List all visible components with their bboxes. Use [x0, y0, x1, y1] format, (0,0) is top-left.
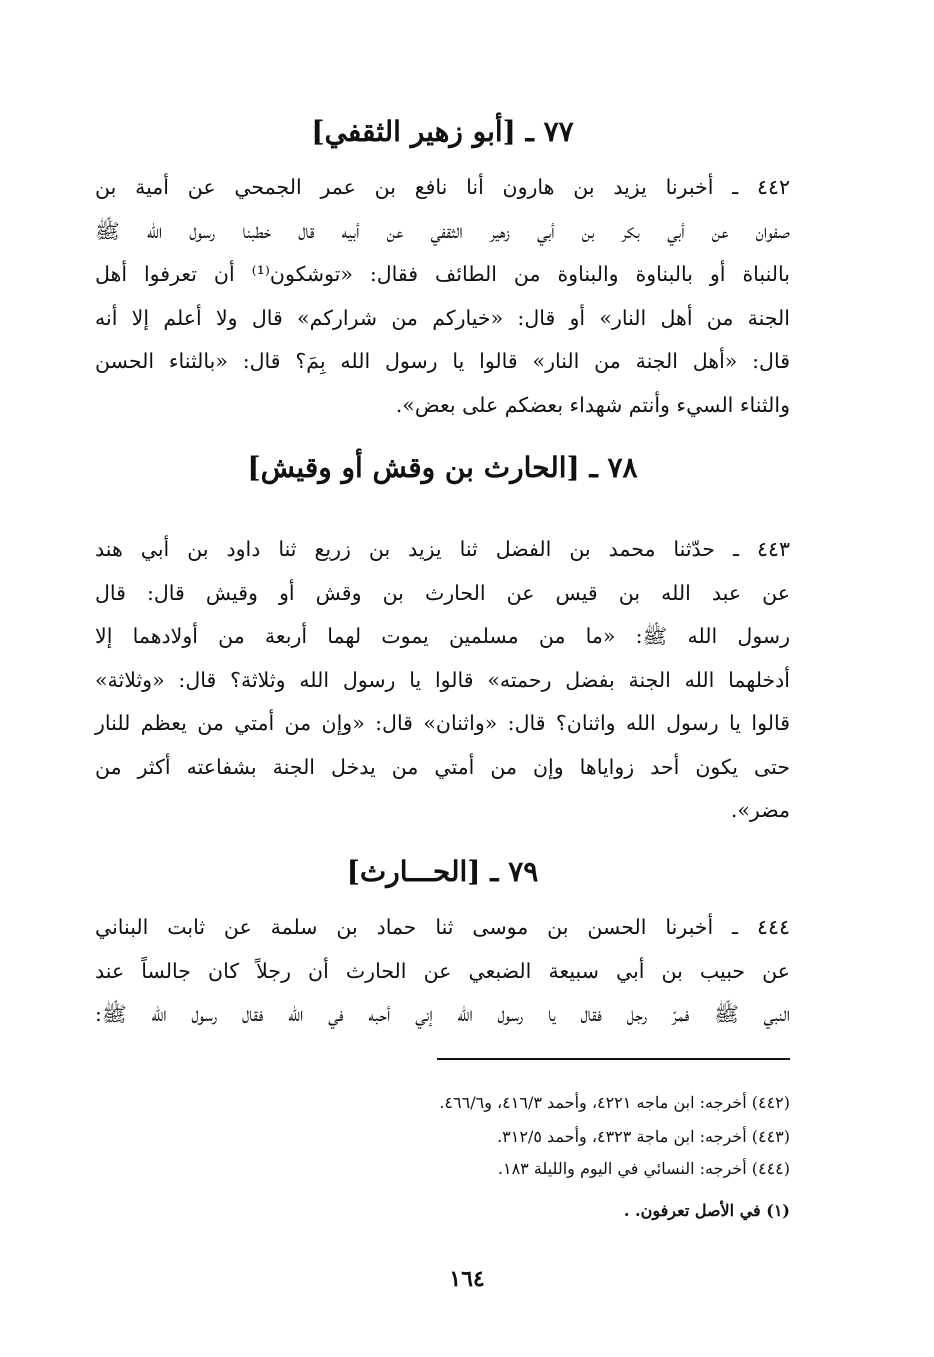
text-line: أدخلهما الله الجنة بفضل رحمته» قالوا يا رسول الله وثلاثة؟ قال: «وثلاثة»: [95, 667, 790, 692]
text-line: ٤٤٢ ـ أخبرنا يزيد بن هارون أنا نافع بن عمر الجمحي عن أمية بن: [95, 175, 790, 199]
text-line: صفوان عن أبي بكر بن أبي زهير الثقفي عن أبيه قال خطبنا رسول الله ﷺ: [95, 218, 790, 243]
text-line: ٤٤٣ ـ حدّثنا محمد بن الفضل ثنا يزيد بن زريع ثنا داود بن أبي هند: [95, 537, 790, 561]
text-line: الجنة من أهل النار» أو قال: «خياركم من شراركم» قال ولا أعلم إلا أنه: [95, 305, 790, 330]
text-line: مضر».: [730, 798, 790, 822]
page-number: ١٦٤: [449, 1266, 485, 1292]
section-heading-79: ٧٩ ـ [الحـــارث]: [346, 855, 539, 888]
text-line: النبي ﷺ فمرّ رجل فقال يا رسول الله إني أحبه في الله فقال رسول الله ﷺ:: [95, 1002, 790, 1026]
section-heading-78: ٧٨ ـ [الحارث بن وقش أو وقيش]: [247, 451, 638, 484]
hadith-442-paragraph: [95, 166, 790, 427]
text-line: بالنباة أو بالبناوة والبناوة من الطائف فقال: «توشكون⁽¹⁾ أن تعرفوا أهل: [95, 262, 791, 286]
text-line: رسول الله ﷺ: «ما من مسلمين يموت لهما أربعة من أولادهما إلا: [95, 624, 790, 648]
text-line: قال: «أهل الجنة من النار» قالوا يا رسول الله بِمَ؟ قال: «بالثناء الحسن: [95, 349, 790, 373]
footnote-444: (٤٤٤) أخرجه: النسائي في اليوم والليلة ١٨٣.: [497, 1159, 790, 1178]
footnote-443: (٤٤٣) أخرجه: ابن ماجة ٤٣٢٣، وأحمد ٣١٢/٥.: [497, 1127, 790, 1146]
section-heading-77: ٧٧ ـ [أبو زهير الثقفي]: [311, 115, 574, 148]
note-1: (١) في الأصل تعرفون. .: [623, 1201, 790, 1220]
text-line: عن حبيب بن أبي سبيعة الضبعي عن الحارث أن رجلاً كان جالساً عند: [95, 958, 790, 983]
hadith-443-paragraph: [95, 528, 790, 833]
text-line: والثناء السيء وأنتم شهداء بعضكم على بعض».: [395, 392, 790, 417]
footnote-442: (٤٤٢) أخرجه: ابن ماجه ٤٢٢١، وأحمد ٤١٦/٣، و٤٦٦/٦.: [439, 1093, 790, 1112]
text-line: ٤٤٤ ـ أخبرنا الحسن بن موسى ثنا حماد بن سلمة عن ثابت البناني: [95, 915, 790, 939]
text-line: حتى يكون أحد زواياها وإن من أمتي من يدخل الجنة بشفاعته أكثر من: [95, 754, 790, 779]
text-line: عن عبد الله بن قيس عن الحارث بن وقش أو وقيش قال: قال: [95, 580, 790, 605]
footnote-divider: [437, 1058, 790, 1060]
hadith-444-paragraph: [95, 906, 790, 1037]
text-line: قالوا يا رسول الله واثنان؟ قال: «واثنان» قال: «وإن من أمتي من يعظم للنار: [95, 711, 790, 735]
